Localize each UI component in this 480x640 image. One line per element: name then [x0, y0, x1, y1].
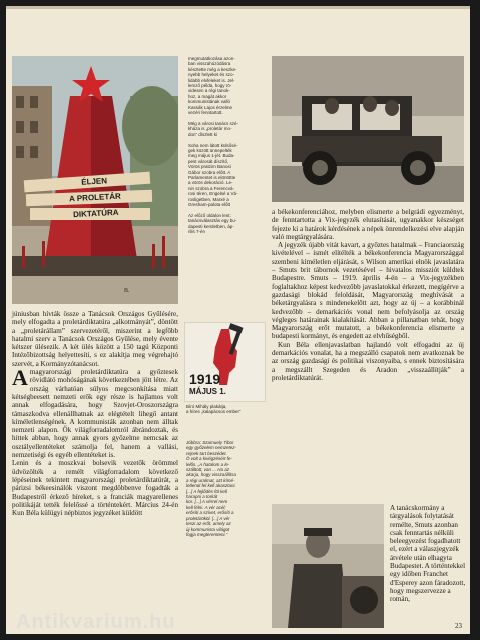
poster-date: MÁJUS 1. [189, 387, 226, 396]
page-number: 23 [455, 622, 462, 630]
banner-text-2: A PROLETÁR [68, 191, 122, 204]
column-left [12, 310, 178, 517]
paragraph: a békekonferenciához, melyben elismerte a belgrádi egyezményt, de fenntartotta a Vix-jegyzék elutasítását, ugyanakkor készséget fejezte ki a határok kérdésének a népek önrendelkezési elve alapján való megtárgyalására. [272, 208, 464, 241]
poster-caption: Bíró Mihály plakátja, a híres „kalapácsos ember” [186, 404, 241, 415]
top-strip [6, 6, 470, 9]
officer-photo-illustration [272, 504, 384, 628]
paragraph-text: magyarországi proletárdiktatúra a győztesek rövidlátó mohóságának következtében jött létre. Az ország várhatóan súlyos megcsonkítása miatt kétségbeesett nemzeti erők egy része is hajlamos volt annak elfogadására, hogy Szovjet-Oroszországra támaszkodva ellenállhatnak az elégtételt lihegő antant kíméletlenségének. A kommunisták azonban nem álltak nemzeti alapon. Ők világforradalomról ábrándoztak, és hittek abban, hogy annak gyors győzelme nemcsak az osztályellentéteket számolja fel, hanem a vallási, nemzetiségi és egyéb ellentéteket is. [12, 368, 178, 460]
painting-red-obelisk [12, 56, 178, 304]
paragraph: júniusban hívták össze a Tanácsok Országos Gyűlésére, mely elfogadta a proletárdiktatúra „alkotmányát”, döntött a „proletárállam” szervezetéről, miszerint a legfőbb hatalmi szerv a Tanácsok Országos Gyűlése, mely évente kétszer ülésezik. A két ülés között a 150 tagú Központi Intézőbizottság helyettesíti, s ez alakítja meg végrehajtó szervét, a Kormányzótanácsot. [12, 310, 178, 368]
column-right-narrow: A tanácskormány a tárgyalások folytatását remélte, Smuts azonban csak fenntartás nélküli beleegyezést fogadhatott el, ezért a válaszjegyzék átvétele után elhagyta Budapestet. A történtekkel egy időben Franchet d'Esperey azon fáradozott, hogy megszervezze a román, [390, 504, 466, 604]
paragraph: A jegyzék újabb vitát kavart, a győztes hatalmak – Franciaország kivételével – ismét elítélték a békekonferencia Magyarországgal szembeni kíméletlen eljárását, s Wilson amerikai elnök javaslatára – Smuts brit tábornok vezetésével – hivatalos missziót küldtek Budapestre. Smuts – 1919. április 4-én – a Vix-jegyzékben foglaltakhoz képest kedvezőbb javaslatokkal érkezett, megígérve a gazdasági blokád feloldását, Magyarország meghívását a béketárgyalásra s mindenekelőtt azt, hogy az új – a korábbinál kedvezőbb – demarkációs vonal nem befolyásolja az ország végleges határainak kialakítását. Abban a pillanatban tehát, hogy Magyarország erőt mutatott, a békekonferencia elismerte a budapesti kormányt, és engedett az elvhűségből. [272, 241, 464, 341]
painting-signature: B. [124, 288, 130, 294]
poster-may-day [184, 322, 266, 402]
paragraph: Kun Béla ellenjavaslatban hajlandó volt elfogadni az új demarkációs vonalat, ha a megszálló csapatok nem avatkoznak be az ország gazdasági és politikai viszonyaiba, s ennek biztosítására a megszállt Szegeden és Aradon „visszaállítják” a proletárdiktatúrát. [272, 340, 464, 382]
paragraph-dropcap [12, 365, 178, 460]
banner-text-1: ÉLJEN [81, 176, 108, 187]
photo-car [272, 56, 464, 202]
poster-year: 1919 [189, 371, 221, 387]
dropcap-letter: A [12, 365, 28, 391]
quote-caption: Jóbbra: Szamuely Tibor egy győzelem nemzetez- rejnek tart beszédet. Ö volt a kivégzésért fe- lelős. „A hatalom a le- szálltott, van ... Ha az akarja, hogy visszaállítsa a régi uralmat, azt kímé- letlenül fel kell akasztani. [...] A fejlődés föl kell harapni a torkát kor. [...] A vérrel nem kell félni. A vér acél; erősíti a szívet, erősíti a proletárököl. [...] A vér teszi az erőt, amely az új kommunista világot fogja megteremteni.” [186, 440, 237, 537]
magazine-page [6, 6, 470, 634]
banner-text-3: DIKTATÚRA [72, 207, 119, 220]
car-photo-illustration [272, 56, 464, 202]
side-caption-top: megmutatkozása azon- ban visszahúzódásra késztette még a keszke- nyebb helyeket és szo- lidabb elvfeleket is. Jel- lemző példa, hogy rö- videsen a régi tanok- hoz, a magát akkor kommunistának valló Kassák Lajos érzelme vezéri fenntartott. Még a városi tanács szé- kháza is „proletár mo- don” díszlett ki Soha nem látott külsősé- gek között ünnepelték meg május 1-jét. Buda- pest városát díszítő, Vörös pratzim Banosi Gábor szobra előtt. A Parlamentet is elöntötte a vörös dekoráció. Le- nin szobra a Ferencvá- rosi téren, Engelsé a Vá- rosligetben, Marxé a Gresham-palota előtt Az előző oldalon lent: tanácsválasztás egy bu- dapesti kerületben, áp- rilis 7-én [188, 56, 239, 234]
paragraph: Lenin és a moszkvai bolsevik vezetők örömmel üdvözölték a remélt világforradalom következő lépéseinek tekintett magyarországi proletárdiktatúrát, a párizsi békeesinálók viszont megdöbbenve fogadták a Budapestről érkező híreket, s a franciák magyarellenes politikáját tették felelőssé a történtekért. Március 24-én Kun Béla külügyi népbiztos jegyzéket küldött [12, 459, 178, 518]
column-right-top [272, 208, 464, 382]
watermark: Antikvarium.hu [16, 611, 176, 633]
photo-officer [272, 504, 384, 628]
